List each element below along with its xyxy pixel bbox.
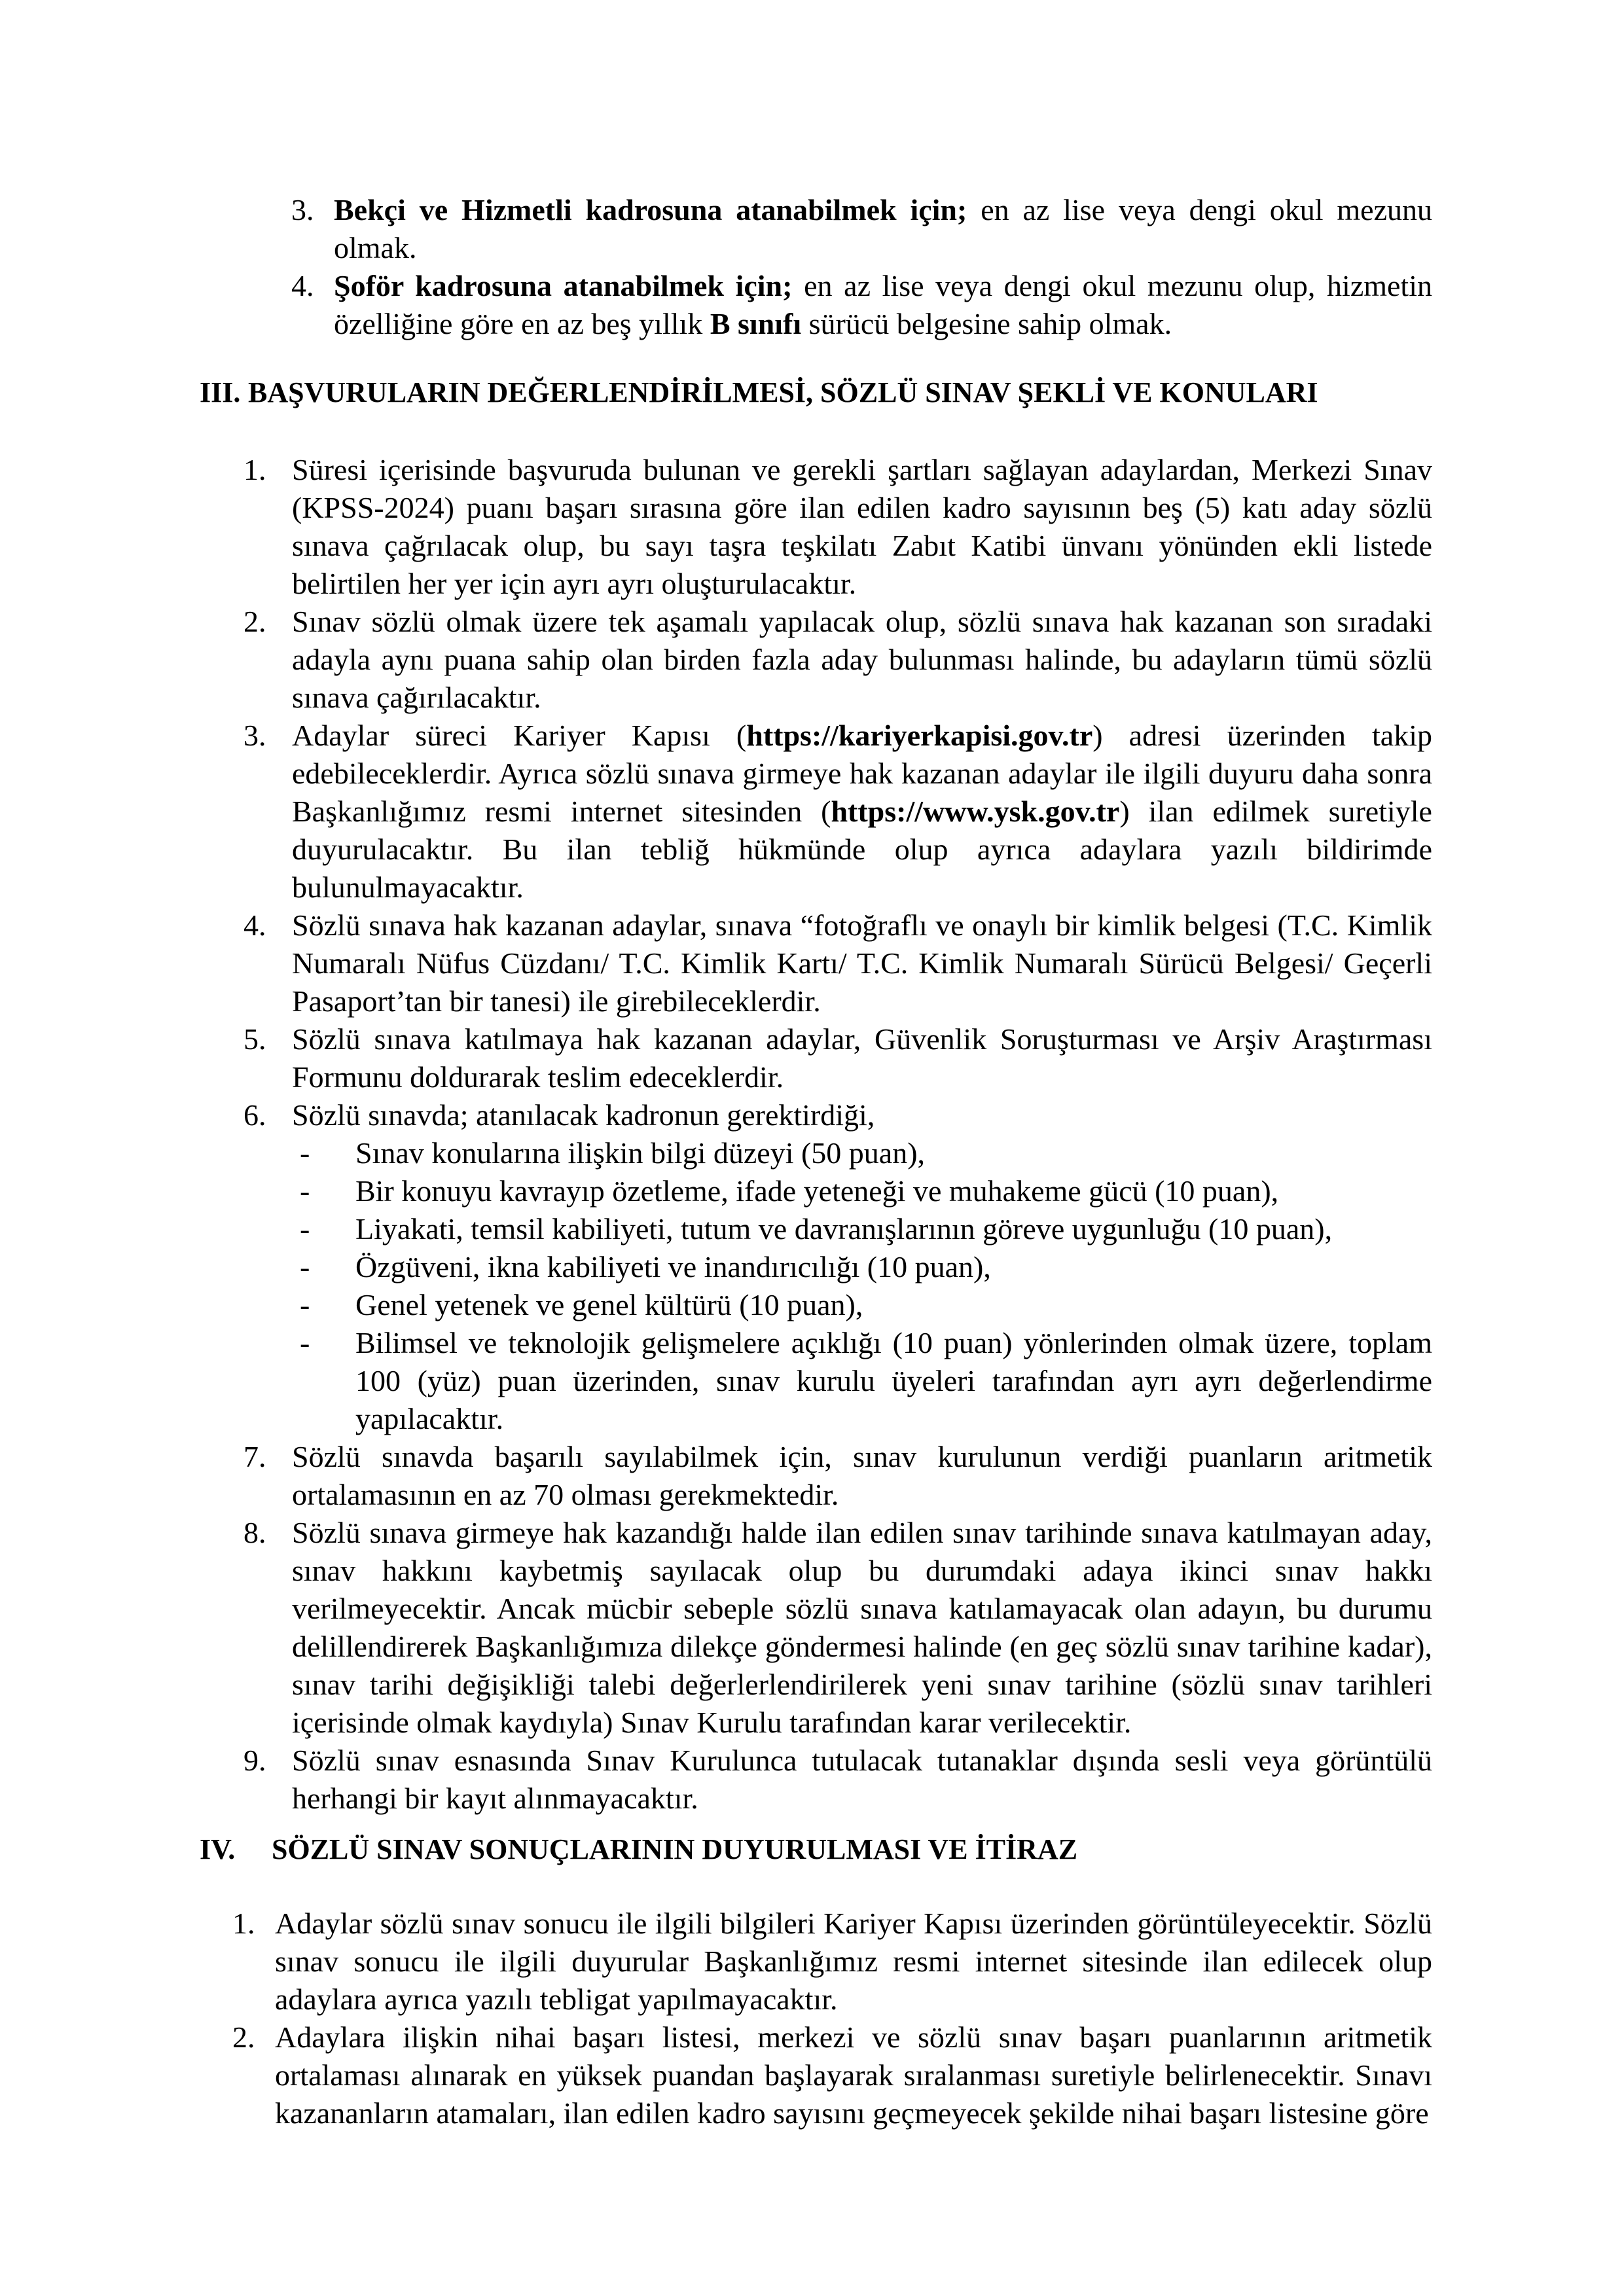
list-item — [291, 267, 1432, 343]
section-title: BAŞVURULARIN DEĞERLENDİRİLMESİ, SÖZLÜ SINAV ŞEKLİ VE KONULARI — [248, 376, 1318, 408]
item-number: 4. — [244, 908, 266, 942]
dash-marker: - — [300, 1326, 310, 1359]
qualification-list — [291, 191, 1432, 343]
dash-marker: - — [300, 1136, 310, 1170]
bullet-item — [300, 1210, 1432, 1248]
list-item — [232, 2018, 1432, 2132]
item-number: 6. — [244, 1098, 266, 1132]
section-title: SÖZLÜ SINAV SONUÇLARININ DUYURULMASI VE İTİRAZ — [272, 1833, 1078, 1865]
list-item — [244, 1096, 1432, 1134]
item-text: Sözlü sınavda başarılı sayılabilmek için, sınav kurulunun verdiği puanların aritmetik ortalamasının en az 70 olması gerekmektedir. — [292, 1440, 1432, 1511]
list-item — [244, 906, 1432, 1020]
section-4-list — [232, 1905, 1432, 2132]
list-item — [244, 1438, 1432, 1514]
item-number: 3. — [244, 719, 266, 752]
dash-marker: - — [300, 1288, 310, 1321]
item-number: 4. — [291, 269, 314, 302]
item-text: sürücü belgesine sahip olmak. — [801, 307, 1172, 340]
bullet-text: Genel yetenek ve genel kültürü (10 puan), — [355, 1288, 863, 1321]
list-item — [244, 451, 1432, 603]
item-number: 3. — [291, 193, 314, 226]
bullet-item — [300, 1248, 1432, 1286]
item-text: Sözlü sınavda; atanılacak kadronun gerektirdiği, — [292, 1098, 875, 1132]
list-item — [244, 1514, 1432, 1742]
list-item — [244, 1020, 1432, 1096]
item-number: 9. — [244, 1744, 266, 1777]
list-item — [232, 1905, 1432, 2018]
section-numeral: IV. — [200, 1833, 236, 1865]
item-bold-lead: Bekçi ve Hizmetli kadrosuna atanabilmek için; — [334, 193, 967, 226]
item-text: Adaylar sözlü sınav sonucu ile ilgili bilgileri Kariyer Kapısı üzerinden görüntüleyecektir. Sözlü sınav sonucu ile ilgili duyurular Başkanlığımız resmi internet sitesinde ilan edilecek olup adaylara ayrıca yazılı tebligat yapılmayacaktır. — [275, 1907, 1432, 2016]
bullet-item — [300, 1286, 1432, 1324]
bullet-text: Özgüveni, ikna kabiliyeti ve inandırıcılığı (10 puan), — [355, 1250, 991, 1283]
bullet-text: Bilimsel ve teknolojik gelişmelere açıklığı (10 puan) yönlerinden olmak üzere, toplam 100 (yüz) puan üzerinden, sınav kurulu üyeleri tarafından ayrı ayrı değerlendirme yapılacaktır. — [355, 1326, 1432, 1435]
item-text: Sınav sözlü olmak üzere tek aşamalı yapılacak olup, sözlü sınava hak kazanan son sıradaki adayla aynı puana sahip olan birden fazla aday bulunması halinde, bu adayların tümü sözlü sınava çağırılacaktır. — [292, 605, 1432, 714]
dash-marker: - — [300, 1212, 310, 1246]
item-number: 2. — [244, 605, 266, 638]
bullet-item — [300, 1324, 1432, 1438]
list-item — [244, 603, 1432, 717]
item-text: Sözlü sınava katılmaya hak kazanan adaylar, Güvenlik Soruşturması ve Arşiv Araştırması Formunu doldurarak teslim edeceklerdir. — [292, 1022, 1432, 1094]
document-content — [0, 191, 1624, 2132]
bullet-item — [300, 1134, 1432, 1172]
item-bold-term: B sınıfı — [710, 307, 802, 340]
criteria-sublist — [300, 1134, 1432, 1438]
ysk-url: https://www.ysk.gov.tr — [831, 795, 1120, 828]
item-text: ) ilan edilmek suretiyle duyurulacaktır. Bu ilan tebliğ hükmünde olup ayrıca adaylara yazılı bildirimde bulunulmayacaktır. — [292, 795, 1432, 904]
list-item — [244, 1742, 1432, 1818]
item-text: Sözlü sınav esnasında Sınav Kurulunca tutulacak tutanaklar dışında sesli veya görüntülü herhangi bir kayıt alınmayacaktır. — [292, 1744, 1432, 1815]
item-text: Adaylara ilişkin nihai başarı listesi, merkezi ve sözlü sınav başarı puanlarının aritmetik ortalaması alınarak en yüksek puandan başlayarak sıralanması suretiyle belirlenecektir. Sınavı kazananların atamaları, ilan edilen kadro sayısını geçmeyecek şekilde nihai başarı listesine göre — [275, 2020, 1432, 2130]
bullet-text: Bir konuyu kavrayıp özetleme, ifade yeteneği ve muhakeme gücü (10 puan), — [355, 1174, 1279, 1208]
kariyer-kapisi-url: https://kariyerkapisi.gov.tr — [746, 719, 1093, 752]
item-text: Sözlü sınava girmeye hak kazandığı halde ilan edilen sınav tarihinde sınava katılmayan aday, sınav hakkını kaybetmiş sayılacak olup bu durumdaki adaya ikinci sınav hakkı verilmeyecektir. Ancak mücbir sebeple sözlü sınava katılamayacak olan adayın, bu durumu delillendirerek Başkanlığımıza dilekçe göndermesi halinde (en geç sözlü sınav tarihine kadar), sınav tarihi değişikliği talebi değerlerlendirilerek yeni sınav tarihine (sözlü sınav tarihleri içerisinde olmak kaydıyla) Sınav Kurulu tarafından karar verilecektir. — [292, 1516, 1432, 1739]
dash-marker: - — [300, 1250, 310, 1283]
list-item — [291, 191, 1432, 267]
item-text: ) adresi üzerinden takip edebileceklerdir. Ayrıca sözlü sınava girmeye hak kazanan adaylar ile ilgili duyuru daha sonra Başkanlığımız resmi internet sitesinden ( — [292, 719, 1433, 828]
bullet-text: Sınav konularına ilişkin bilgi düzeyi (50 puan), — [355, 1136, 926, 1170]
item-bold-lead: Şoför kadrosuna atanabilmek için; — [334, 269, 793, 302]
bullet-text: Liyakati, temsil kabiliyeti, tutum ve davranışlarının göreve uygunluğu (10 puan), — [355, 1212, 1333, 1246]
item-text: Sözlü sınava hak kazanan adaylar, sınava “fotoğraflı ve onaylı bir kimlik belgesi (T.C. Kimlik Numaralı Nüfus Cüzdanı/ T.C. Kimlik Kartı/ T.C. Kimlik Numaralı Sürücü Belgesi/ Geçerli Pasaport’tan bir tanesi) ile girebileceklerdir. — [292, 908, 1432, 1018]
item-text: en az lise veya dengi okul mezunu olup, hizmetin özelliğine göre en az beş yıllık — [334, 269, 1432, 340]
item-text: Süresi içerisinde başvuruda bulunan ve gerekli şartları sağlayan adaylardan, Merkezi Sınav (KPSS-2024) puanı başarı sırasına göre ilan edilen kadro sayısının beş (5) katı aday sözlü sınava çağrılacak olup, bu sayı taşra teşkilatı Zabıt Katibi ünvanı yönünden ekli listede belirtilen her yer için ayrı ayrı oluşturulacaktır. — [292, 453, 1432, 600]
section-3-list — [244, 451, 1432, 1818]
item-number: 2. — [232, 2020, 255, 2054]
list-item — [244, 717, 1432, 906]
item-number: 7. — [244, 1440, 266, 1473]
item-text: Adaylar süreci Kariyer Kapısı ( — [292, 719, 747, 752]
item-text: en az lise veya dengi okul mezunu olmak. — [334, 193, 1432, 264]
bullet-item — [300, 1172, 1432, 1210]
item-number: 1. — [232, 1907, 255, 1940]
item-number: 5. — [244, 1022, 266, 1056]
item-number: 1. — [244, 453, 266, 486]
section-heading-4 — [200, 1831, 1432, 1869]
dash-marker: - — [300, 1174, 310, 1208]
section-heading-3 — [200, 374, 1432, 412]
section-numeral: III. — [200, 376, 241, 408]
item-number: 8. — [244, 1516, 266, 1549]
